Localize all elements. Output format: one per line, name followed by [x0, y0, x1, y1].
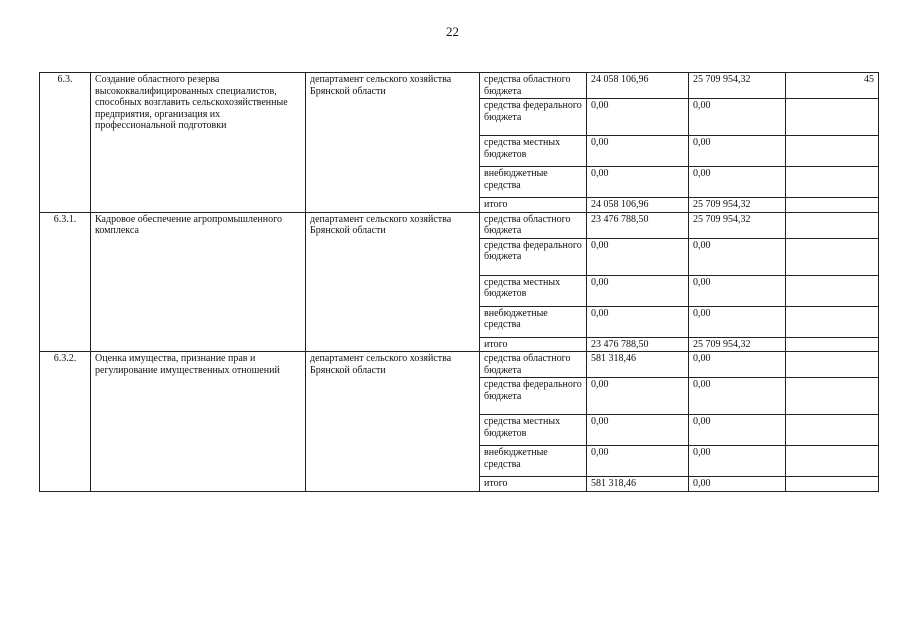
amount-1: 581 318,46: [587, 477, 689, 492]
amount-2: 25 709 954,32: [689, 212, 786, 238]
amount-2: 0,00: [689, 477, 786, 492]
empty-cell: [786, 167, 879, 198]
amount-1: 0,00: [587, 99, 689, 136]
funding-source: средства местных бюджетов: [480, 415, 587, 446]
table-row: [40, 352, 879, 378]
amount-1: 0,00: [587, 238, 689, 275]
page-number: 22: [446, 24, 459, 39]
amount-2: 25 709 954,32: [689, 337, 786, 352]
amount-1: 23 476 788,50: [587, 212, 689, 238]
empty-cell: [786, 136, 879, 167]
funding-source-total: итого: [480, 198, 587, 213]
indicator-value: [786, 212, 879, 238]
item-name: Оценка имущества, признание прав и регулирование имущественных отношений: [91, 352, 306, 492]
item-code: 6.3.: [40, 73, 91, 213]
funding-source: средства федерального бюджета: [480, 378, 587, 415]
funding-source: средства федерального бюджета: [480, 238, 587, 275]
funding-source: внебюджетные средства: [480, 306, 587, 337]
amount-2: 0,00: [689, 306, 786, 337]
empty-cell: [786, 337, 879, 352]
amount-2: 0,00: [689, 238, 786, 275]
amount-2: 0,00: [689, 99, 786, 136]
amount-1: 0,00: [587, 275, 689, 306]
amount-1: 24 058 106,96: [587, 198, 689, 213]
amount-2: 0,00: [689, 378, 786, 415]
funding-source: средства областного бюджета: [480, 212, 587, 238]
empty-cell: [786, 238, 879, 275]
empty-cell: [786, 446, 879, 477]
amount-1: 0,00: [587, 415, 689, 446]
indicator-value: [786, 352, 879, 378]
amount-1: 581 318,46: [587, 352, 689, 378]
amount-2: 0,00: [689, 167, 786, 198]
amount-2: 0,00: [689, 136, 786, 167]
empty-cell: [786, 415, 879, 446]
amount-1: 0,00: [587, 167, 689, 198]
amount-2: 0,00: [689, 352, 786, 378]
item-name: Кадровое обеспечение агропромышленного комплекса: [91, 212, 306, 352]
budget-table: [39, 72, 879, 492]
funding-source: внебюджетные средства: [480, 446, 587, 477]
item-code: 6.3.1.: [40, 212, 91, 352]
funding-source: средства областного бюджета: [480, 352, 587, 378]
table-row: [40, 212, 879, 238]
empty-cell: [786, 275, 879, 306]
item-name: Создание областного резерва высококвалифицированных специалистов, способных возглавить сельскохозяйственные предприятия, организация их профессиональной подготовки: [91, 73, 306, 213]
funding-source: средства областного бюджета: [480, 73, 587, 99]
empty-cell: [786, 378, 879, 415]
funding-source: средства местных бюджетов: [480, 275, 587, 306]
empty-cell: [786, 306, 879, 337]
funding-source-total: итого: [480, 477, 587, 492]
amount-1: 0,00: [587, 306, 689, 337]
amount-1: 0,00: [587, 136, 689, 167]
funding-source: внебюджетные средства: [480, 167, 587, 198]
item-code: 6.3.2.: [40, 352, 91, 492]
amount-2: 25 709 954,32: [689, 73, 786, 99]
amount-1: 24 058 106,96: [587, 73, 689, 99]
funding-source: средства федерального бюджета: [480, 99, 587, 136]
empty-cell: [786, 477, 879, 492]
funding-source-total: итого: [480, 337, 587, 352]
amount-1: 0,00: [587, 378, 689, 415]
amount-2: 0,00: [689, 415, 786, 446]
amount-1: 0,00: [587, 446, 689, 477]
amount-2: 0,00: [689, 275, 786, 306]
amount-2: 25 709 954,32: [689, 198, 786, 213]
amount-1: 23 476 788,50: [587, 337, 689, 352]
empty-cell: [786, 198, 879, 213]
item-executor: департамент сельского хозяйства Брянской области: [306, 352, 480, 492]
item-executor: департамент сельского хозяйства Брянской области: [306, 73, 480, 213]
amount-2: 0,00: [689, 446, 786, 477]
table-row: [40, 73, 879, 99]
funding-source: средства местных бюджетов: [480, 136, 587, 167]
empty-cell: [786, 99, 879, 136]
item-executor: департамент сельского хозяйства Брянской области: [306, 212, 480, 352]
indicator-value: 45: [786, 73, 879, 99]
